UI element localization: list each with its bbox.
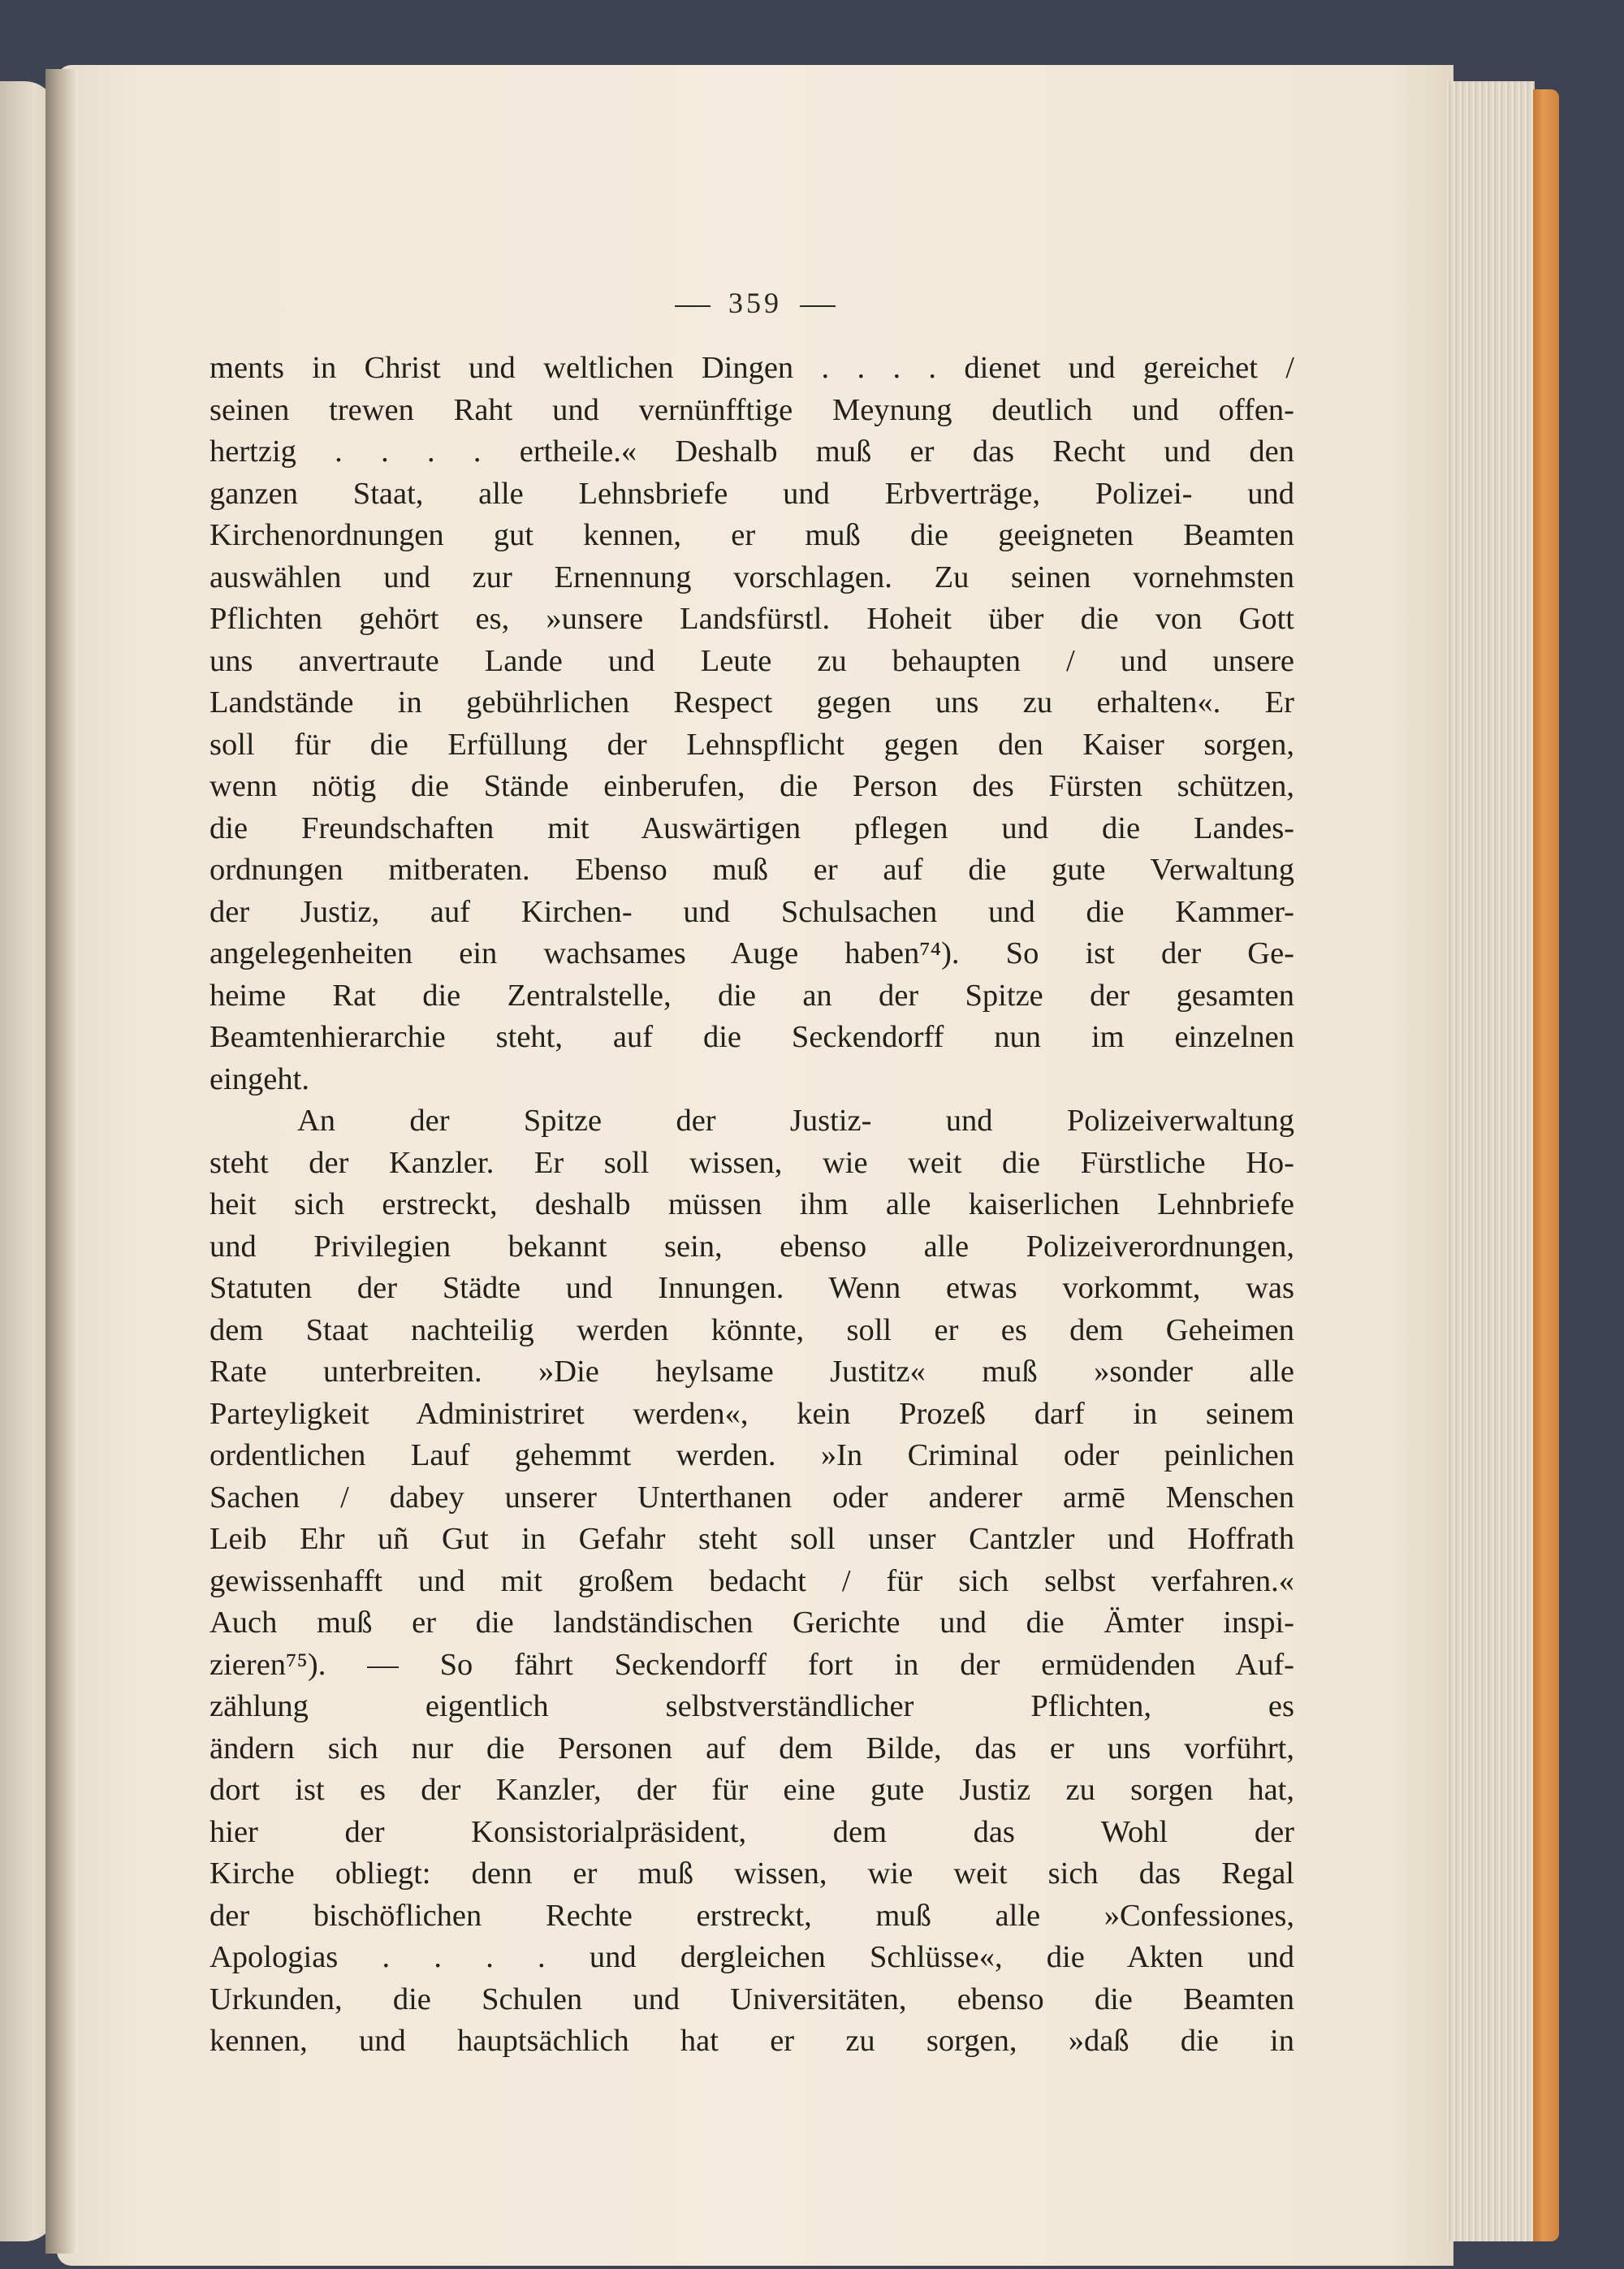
text-line: dort ist es der Kanzler, der für eine gute Justiz zu sorgen hat,	[209, 1773, 1294, 1807]
book-page	[57, 65, 1453, 2266]
text-line: ordnungen mitberaten. Ebenso muß er auf die gute Verwaltung	[209, 853, 1294, 887]
text-line: zieren⁷⁵). — So fährt Seckendorff fort in der ermüdenden Auf-	[209, 1647, 1294, 1682]
text-line: hertzig . . . . ertheile.« Deshalb muß er das Recht und den	[209, 434, 1294, 469]
text-line: ments in Christ und weltlichen Dingen . . . . dienet und gereichet /	[209, 351, 1294, 385]
text-line: kennen, und hauptsächlich hat er zu sorgen, »daß die in	[209, 2024, 1294, 2058]
text-line: Beamtenhierarchie steht, auf die Seckendorff nun im einzelnen	[209, 1020, 1294, 1054]
paragraph-start-line: An der Spitze der Justiz- und Polizeiverwaltung	[297, 1104, 1294, 1138]
book-gutter	[45, 69, 78, 2254]
text-line: angelegenheiten ein wachsames Auge haben⁷⁴). So ist der Ge-	[209, 936, 1294, 970]
text-line: der Justiz, auf Kirchen- und Schulsachen und die Kammer-	[209, 894, 1294, 929]
text-line: Pflichten gehört es, »unsere Landsfürstl. Hoheit über die von Gott	[209, 602, 1294, 636]
text-line: Landstände in gebührlichen Respect gegen uns zu erhalten«. Er	[209, 685, 1294, 720]
paragraph-end-line: eingeht.	[209, 1061, 309, 1096]
page-header	[57, 286, 1453, 320]
text-line: der bischöflichen Rechte erstreckt, muß alle »Confessiones,	[209, 1898, 1294, 1933]
text-line: uns anvertraute Lande und Leute zu behaupten / und unsere	[209, 643, 1294, 678]
text-line: ordentlichen Lauf gehemmt werden. »In Criminal oder peinlichen	[209, 1438, 1294, 1472]
text-line: die Freundschaften mit Auswärtigen pflegen und die Landes-	[209, 810, 1294, 845]
text-line: Sachen / dabey unserer Unterthanen oder anderer armē Menschen	[209, 1480, 1294, 1515]
text-line: ändern sich nur die Personen auf dem Bilde, das er uns vorführt,	[209, 1731, 1294, 1765]
text-line: heit sich erstreckt, deshalb müssen ihm alle kaiserlichen Lehnbriefe	[209, 1187, 1294, 1221]
text-line: gewissenhafft und mit großem bedacht / für sich selbst verfahren.«	[209, 1563, 1294, 1598]
text-line: Kirchenordnungen gut kennen, er muß die geeigneten Beamten	[209, 518, 1294, 552]
text-line: Auch muß er die landständischen Gerichte und die Ämter inspi-	[209, 1606, 1294, 1640]
text-line: Parteyligkeit Administriret werden«, kein Prozeß darf in seinem	[209, 1396, 1294, 1431]
text-line: Statuten der Städte und Innungen. Wenn etwas vorkommt, was	[209, 1271, 1294, 1305]
text-line: heime Rat die Zentralstelle, die an der Spitze der gesamten	[209, 978, 1294, 1013]
page-number: 359	[728, 287, 782, 319]
text-line: dem Staat nachteilig werden könnte, soll er es dem Geheimen	[209, 1312, 1294, 1347]
text-line: Rate unterbreiten. »Die heylsame Justitz« muß »sonder alle	[209, 1355, 1294, 1389]
text-line: steht der Kanzler. Er soll wissen, wie weit die Fürstliche Ho-	[209, 1145, 1294, 1180]
header-dash-left	[675, 305, 710, 307]
text-line: Apologias . . . . und dergleichen Schlüsse«, die Akten und	[209, 1940, 1294, 1974]
page-stack-edge	[1445, 81, 1535, 2241]
header-dash-right	[800, 305, 836, 307]
text-line: auswählen und zur Ernennung vorschlagen. Zu seinen vornehmsten	[209, 560, 1294, 594]
body-text	[209, 348, 1294, 2063]
text-line: seinen trewen Raht und vernünfftige Meynung deutlich und offen-	[209, 392, 1294, 427]
text-line: Leib Ehr uñ Gut in Gefahr steht soll unser Cantzler und Hoffrath	[209, 1522, 1294, 1556]
text-line: zählung eigentlich selbstverständlicher Pflichten, es	[209, 1689, 1294, 1723]
text-line: hier der Konsistorialpräsident, dem das Wohl der	[209, 1814, 1294, 1849]
text-line: wenn nötig die Stände einberufen, die Person des Fürsten schützen,	[209, 769, 1294, 803]
text-line: ganzen Staat, alle Lehnsbriefe und Erbverträge, Polizei- und	[209, 476, 1294, 511]
text-line: soll für die Erfüllung der Lehnspflicht gegen den Kaiser sorgen,	[209, 727, 1294, 762]
text-line: und Privilegien bekannt sein, ebenso alle Polizeiverordnungen,	[209, 1229, 1294, 1264]
text-line: Urkunden, die Schulen und Universitäten, ebenso die Beamten	[209, 1982, 1294, 2016]
text-line: Kirche obliegt: denn er muß wissen, wie weit sich das Regal	[209, 1856, 1294, 1891]
cover-edge	[1533, 89, 1559, 2241]
